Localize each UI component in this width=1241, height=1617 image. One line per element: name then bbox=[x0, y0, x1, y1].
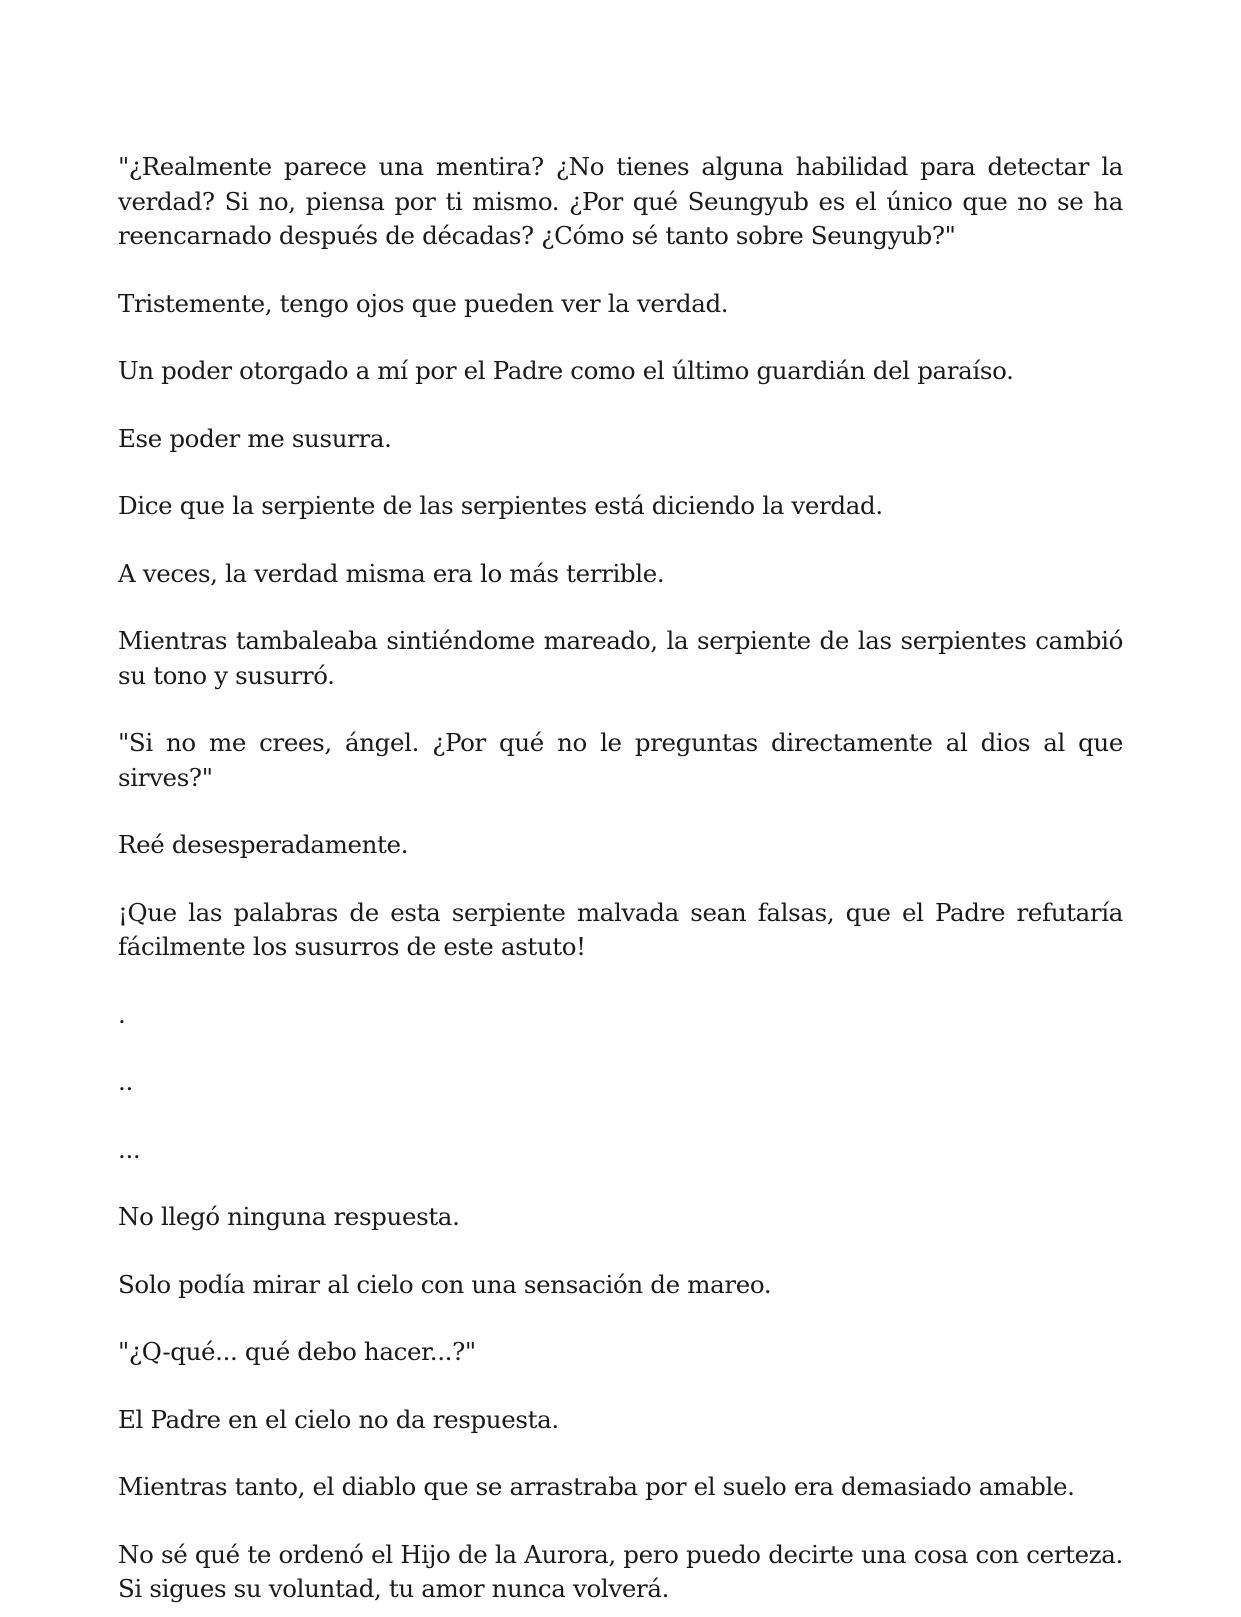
paragraph: Ese poder me susurra. bbox=[118, 423, 392, 453]
paragraph: "¿Realmente parece una mentira? ¿No tienes alguna habilidad para detectar la verdad? Si no, piensa por ti mismo. ¿Por qué Seungyub es el único que no se ha reencarnado después de décadas? ¿Cómo sé tanto sobre Seungyub?" bbox=[118, 152, 1123, 250]
paragraph: A veces, la verdad misma era lo más terrible. bbox=[118, 558, 665, 588]
paragraph: Tristemente, tengo ojos que pueden ver la verdad. bbox=[118, 288, 729, 318]
paragraph: No sé qué te ordenó el Hijo de la Aurora, pero puedo decirte una cosa con certeza. Si sigues su voluntad, tu amor nunca volverá. bbox=[118, 1539, 1123, 1603]
paragraph: Solo podía mirar al cielo con una sensación de mareo. bbox=[118, 1269, 772, 1299]
paragraph: Mientras tanto, el diablo que se arrastraba por el suelo era demasiado amable. bbox=[118, 1472, 1075, 1501]
paragraph: Dice que la serpiente de las serpientes está diciendo la verdad. bbox=[118, 491, 883, 520]
ellipsis-separator: ... bbox=[118, 1134, 141, 1164]
paragraph: Un poder otorgado a mí por el Padre como el último guardián del paraíso. bbox=[118, 356, 1014, 385]
ellipsis-separator: . bbox=[118, 999, 126, 1029]
paragraph: "Si no me crees, ángel. ¿Por qué no le preguntas directamente al dios al que sirves?" bbox=[118, 728, 1123, 792]
document-body bbox=[118, 150, 1123, 1617]
paragraph: No llegó ninguna respuesta. bbox=[118, 1202, 460, 1231]
paragraph: "¿Q-qué... qué debo hacer...?" bbox=[118, 1337, 476, 1366]
paragraph: El Padre en el cielo no da respuesta. bbox=[118, 1404, 559, 1434]
paragraph: Mientras tambaleaba sintiéndome mareado, la serpiente de las serpientes cambió su tono y susurró. bbox=[118, 626, 1123, 690]
paragraph: ¡Que las palabras de esta serpiente malvada sean falsas, que el Padre refutaría fácilmente los susurros de este astuto! bbox=[118, 897, 1123, 961]
ellipsis-separator: .. bbox=[118, 1067, 133, 1096]
paragraph: Reé desesperadamente. bbox=[118, 830, 409, 859]
